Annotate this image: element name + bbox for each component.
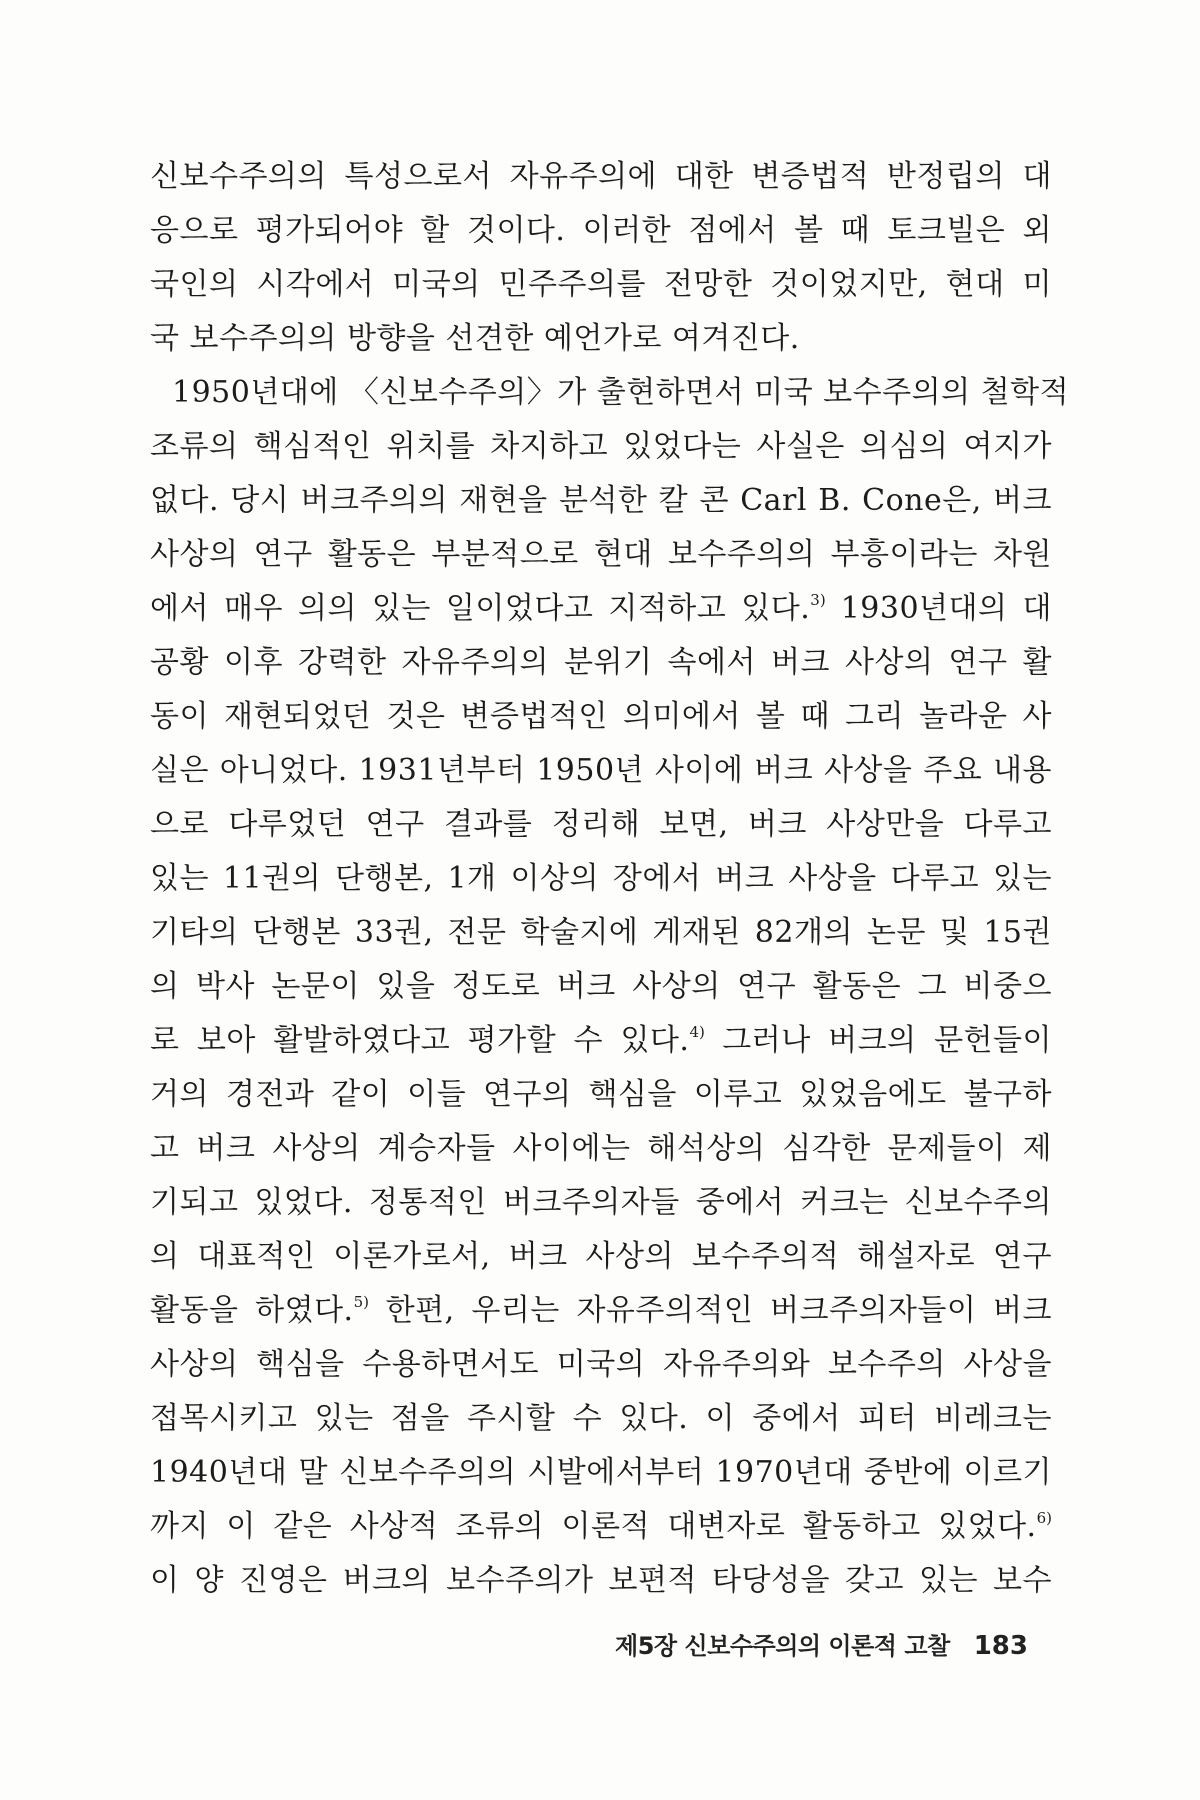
footnote-marker: 5) <box>353 1293 369 1311</box>
text-line: 사상의 핵심을 수용하면서도 미국의 자유주의와 보수주의 사상을 <box>150 1347 1052 1382</box>
text-line: 1940년대 말 신보수주의의 시발에서부터 1970년대 중반에 이르기 <box>150 1455 1052 1490</box>
footnote-marker: 3) <box>810 591 826 609</box>
text-line: 1950년대에 〈신보수주의〉가 출현하면서 미국 보수주의의 철학적 <box>172 375 1070 410</box>
text-line: 조류의 핵심적인 위치를 차지하고 있었다는 사실은 의심의 여지가 <box>150 429 1052 464</box>
text-line: 에서 매우 의의 있는 일이었다고 지적하고 있다.$^{3)}$ 1930년대의 대 <box>150 591 1052 626</box>
text-line: 접목시키고 있는 점을 주시할 수 있다. 이 중에서 피터 비레크는 <box>150 1401 1052 1436</box>
text-line: 공황 이후 강력한 자유주의의 분위기 속에서 버크 사상의 연구 활 <box>150 645 1052 680</box>
text-line: 의 대표적인 이론가로서, 버크 사상의 보수주의적 해설자로 연구 <box>150 1239 1052 1274</box>
text-line: 의 박사 논문이 있을 정도로 버크 사상의 연구 활동은 그 비중으 <box>150 969 1052 1004</box>
text-line: 사상의 연구 활동은 부분적으로 현대 보수주의의 부흥이라는 차원 <box>150 537 1052 572</box>
footnote-marker: 4) <box>689 1023 705 1041</box>
text-line: 없다. 당시 버크주의의 재현을 분석한 칼 콘 Carl B. Cone은, 버크 <box>150 483 1052 518</box>
text-line: 국인의 시각에서 미국의 민주주의를 전망한 것이었지만, 현대 미 <box>150 267 1052 302</box>
text-line: 있는 11권의 단행본, 1개 이상의 장에서 버크 사상을 다루고 있는 <box>150 861 1052 896</box>
text-line: 로 보아 활발하였다고 평가할 수 있다.$^{4)}$ 그러나 버크의 문헌들이 <box>150 1023 1052 1058</box>
text-line: 기타의 단행본 33권, 전문 학술지에 게재된 82개의 논문 및 15권 <box>150 915 1052 950</box>
text-line: 응으로 평가되어야 할 것이다. 이러한 점에서 볼 때 토크빌은 외 <box>150 213 1052 248</box>
text-line: 동이 재현되었던 것은 변증법적인 의미에서 볼 때 그리 놀라운 사 <box>150 699 1052 734</box>
text-line: 기되고 있었다. 정통적인 버크주의자들 중에서 커크는 신보수주의 <box>150 1185 1052 1220</box>
text-line: 거의 경전과 같이 이들 연구의 핵심을 이루고 있었음에도 불구하 <box>150 1077 1052 1112</box>
chapter-title: 제5장 신보수주의의 이론적 고찰 <box>615 1632 950 1660</box>
text-line: 국 보수주의의 방향을 선견한 예언가로 여겨진다. <box>150 321 800 356</box>
text-line: 까지 이 같은 사상적 조류의 이론적 대변자로 활동하고 있었다.$^{6)}$ <box>150 1509 1052 1544</box>
body-text <box>150 150 1070 1608</box>
text-line: 실은 아니었다. 1931년부터 1950년 사이에 버크 사상을 주요 내용 <box>150 753 1052 788</box>
page-number: 183 <box>973 1631 1028 1661</box>
text-line: 고 버크 사상의 계승자들 사이에는 해석상의 심각한 문제들이 제 <box>150 1131 1052 1166</box>
running-footer <box>615 1626 1028 1661</box>
text-line: 활동을 하였다.$^{5)}$ 한편, 우리는 자유주의적인 버크주의자들이 버크 <box>150 1293 1052 1328</box>
text-line: 신보수주의의 특성으로서 자유주의에 대한 변증법적 반정립의 대 <box>150 159 1052 194</box>
text-line: 이 양 진영은 버크의 보수주의가 보편적 타당성을 갖고 있는 보수 <box>150 1563 1052 1598</box>
text-line: 으로 다루었던 연구 결과를 정리해 보면, 버크 사상만을 다루고 <box>150 807 1052 842</box>
footnote-marker: 6) <box>1036 1509 1052 1527</box>
